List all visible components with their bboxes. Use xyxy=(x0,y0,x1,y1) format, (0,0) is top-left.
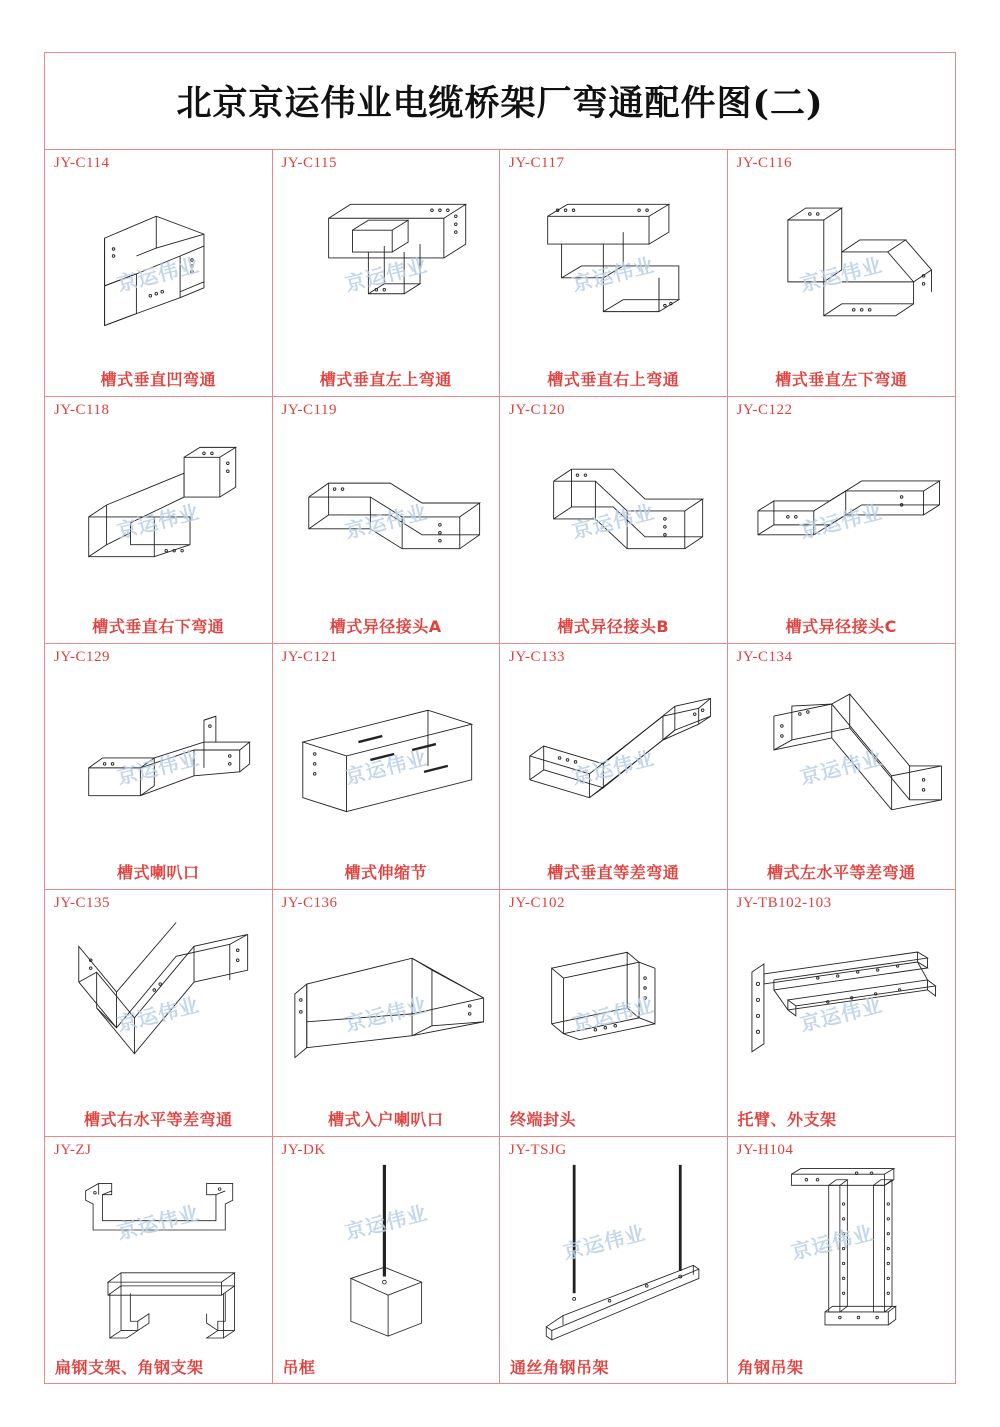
part-code: JY-C134 xyxy=(736,648,793,665)
part-drawing-right-horiz-equal-diff xyxy=(45,916,272,1106)
part-drawing-tray-vert-right-up xyxy=(500,176,727,366)
part-code: JY-TB102-103 xyxy=(736,895,832,912)
part-code: JY-C122 xyxy=(736,401,793,418)
part-caption: 扁钢支架、角钢支架 xyxy=(55,1358,204,1377)
part-code: JY-C114 xyxy=(54,155,110,171)
watermark: 京运伟业 xyxy=(788,1220,877,1265)
sheet-title-bar xyxy=(45,53,955,150)
part-drawing-threaded-angle-hanger xyxy=(500,1163,727,1354)
part-drawing-angle-steel-hanger xyxy=(728,1163,956,1354)
part-code: JY-C115 xyxy=(281,155,337,171)
part-cell[interactable] xyxy=(273,397,501,644)
part-cell[interactable] xyxy=(273,150,501,397)
part-code: JY-TSJG xyxy=(509,1142,567,1159)
parts-grid xyxy=(45,150,955,1384)
part-cell[interactable] xyxy=(728,644,956,891)
watermark: 京运伟业 xyxy=(114,252,203,297)
part-caption: 槽式垂直左下弯通 xyxy=(775,369,908,389)
part-cell[interactable] xyxy=(500,1137,728,1384)
watermark: 京运伟业 xyxy=(797,252,886,297)
part-code: JY-C118 xyxy=(54,401,110,418)
watermark: 京运伟业 xyxy=(114,499,203,543)
part-caption: 槽式异径接头A xyxy=(329,616,442,636)
part-code: JY-C120 xyxy=(509,401,566,418)
part-drawing-entry-bellmouth xyxy=(273,916,500,1106)
watermark: 京运伟业 xyxy=(569,746,658,790)
part-cell[interactable] xyxy=(500,644,728,891)
part-code: JY-C102 xyxy=(509,895,566,912)
watermark: 京运伟业 xyxy=(797,992,886,1037)
part-caption: 槽式左水平等差弯通 xyxy=(766,863,916,883)
part-code: JY-C116 xyxy=(736,155,792,171)
part-drawing-tray-vertical-concave xyxy=(45,176,272,366)
part-caption: 槽式垂直左上弯通 xyxy=(319,369,452,389)
watermark: 京运伟业 xyxy=(342,746,430,790)
watermark: 京运伟业 xyxy=(797,746,886,790)
part-cell[interactable] xyxy=(273,644,501,891)
part-cell[interactable] xyxy=(273,1137,501,1384)
part-caption: 吊框 xyxy=(282,1358,316,1377)
part-caption: 槽式垂直右上弯通 xyxy=(547,369,680,389)
part-drawing-tray-vert-left-down xyxy=(728,176,956,366)
part-cell[interactable] xyxy=(45,644,273,891)
part-drawing-hanging-frame xyxy=(273,1163,500,1354)
part-drawing-vert-equal-diff xyxy=(500,670,727,860)
part-drawing-end-cap xyxy=(500,916,727,1106)
part-code: JY-C117 xyxy=(509,155,565,171)
part-cell[interactable] xyxy=(45,150,273,397)
part-caption: 通丝角钢吊架 xyxy=(510,1358,610,1377)
part-caption: 槽式喇叭口 xyxy=(116,863,200,883)
part-cell[interactable] xyxy=(728,150,956,397)
watermark: 京运伟业 xyxy=(569,499,658,543)
drawing-sheet xyxy=(44,52,956,1384)
part-drawing-bellmouth xyxy=(45,670,272,860)
part-caption: 槽式垂直等差弯通 xyxy=(547,863,680,883)
part-caption: 槽式异径接头C xyxy=(785,616,897,636)
part-drawing-tray-vert-left-up xyxy=(273,176,500,366)
part-caption: 托臂、外支架 xyxy=(737,1110,837,1130)
part-code: JY-H104 xyxy=(736,1142,794,1159)
part-drawing-flat-angle-support xyxy=(45,1163,272,1354)
part-drawing-tray-vert-right-down xyxy=(45,423,272,613)
part-cell[interactable] xyxy=(728,1137,956,1384)
part-caption: 槽式伸缩节 xyxy=(344,863,427,883)
watermark: 京运伟业 xyxy=(342,252,430,297)
part-code: JY-C136 xyxy=(281,895,338,912)
watermark: 京运伟业 xyxy=(342,992,430,1037)
part-drawing-expansion-joint xyxy=(273,670,500,860)
part-code: JY-DK xyxy=(281,1142,326,1159)
watermark: 京运伟业 xyxy=(342,499,430,543)
watermark: 京运伟业 xyxy=(797,499,886,543)
part-caption: 槽式异径接头B xyxy=(557,616,670,636)
part-caption: 终端封头 xyxy=(510,1110,577,1130)
part-drawing-left-horiz-equal-diff xyxy=(728,670,956,860)
watermark: 京运伟业 xyxy=(569,992,658,1037)
part-cell[interactable] xyxy=(45,397,273,644)
watermark: 京运伟业 xyxy=(114,992,203,1037)
watermark: 京运伟业 xyxy=(114,1200,203,1245)
page-title: 北京京运伟业电缆桥架厂弯通配件图(二) xyxy=(176,83,824,124)
part-drawing-reducer-a xyxy=(273,423,500,613)
part-cell[interactable] xyxy=(500,150,728,397)
part-drawing-reducer-c xyxy=(728,423,956,613)
part-caption: 槽式垂直凹弯通 xyxy=(100,369,216,389)
part-drawing-bracket-arm xyxy=(728,916,956,1106)
part-code: JY-C133 xyxy=(509,648,566,665)
part-cell[interactable] xyxy=(728,890,956,1137)
part-code: JY-C119 xyxy=(281,401,337,418)
part-cell[interactable] xyxy=(273,890,501,1137)
part-caption: 槽式入户喇叭口 xyxy=(327,1110,444,1130)
part-caption: 角钢吊架 xyxy=(737,1358,804,1377)
part-cell[interactable] xyxy=(500,397,728,644)
part-code: JY-C129 xyxy=(54,648,111,665)
part-cell[interactable] xyxy=(45,1137,273,1384)
part-caption: 槽式垂直右下弯通 xyxy=(92,616,225,636)
part-cell[interactable] xyxy=(728,397,956,644)
part-code: JY-C121 xyxy=(281,648,338,665)
watermark: 京运伟业 xyxy=(569,252,658,297)
part-drawing-reducer-b xyxy=(500,423,727,613)
watermark: 京运伟业 xyxy=(114,746,203,790)
part-code: JY-ZJ xyxy=(54,1142,92,1159)
watermark: 京运伟业 xyxy=(560,1220,649,1265)
part-cell[interactable] xyxy=(500,890,728,1137)
part-caption: 槽式右水平等差弯通 xyxy=(83,1110,233,1130)
part-cell[interactable] xyxy=(45,890,273,1137)
part-code: JY-C135 xyxy=(54,895,111,912)
watermark: 京运伟业 xyxy=(342,1200,430,1245)
